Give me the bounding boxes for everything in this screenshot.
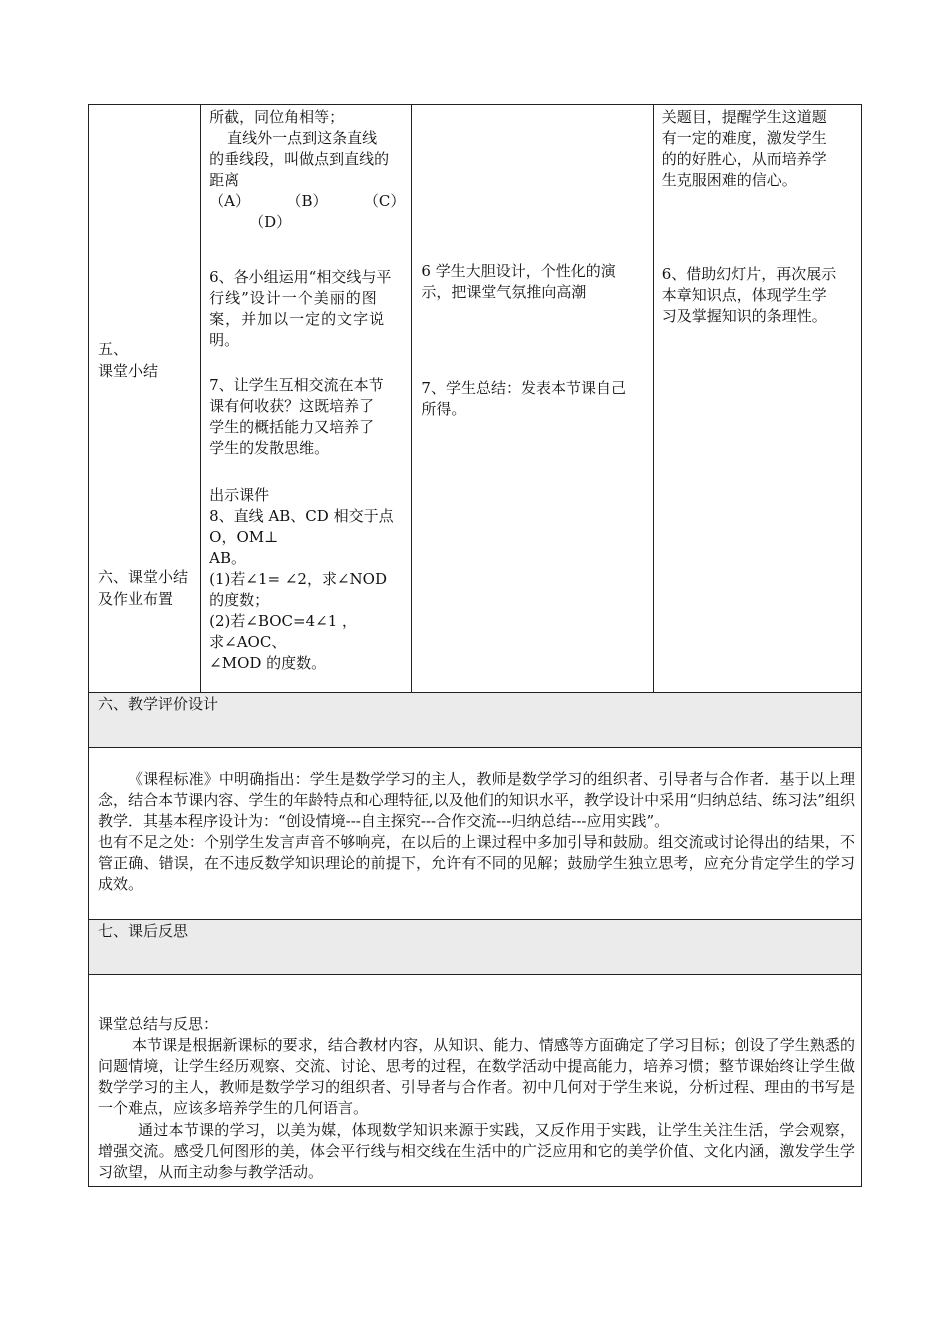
teacher-text: 的度数；	[209, 591, 270, 609]
reflection-paragraph: 通过本节课的学习，以美为媒，体现数学知识来源于实践，又反作用于实践，让学生关注生活，学会观察，增强交流。感受几何图形的美，体会平行线与相交线在生活中的广泛应用和它的美学价值、文化内涵，激发学生学习欲望，从而主动参与教学活动。	[98, 1121, 855, 1181]
intent-text: 6、借助幻灯片，再次展示	[661, 265, 837, 283]
stage-label: 六、课堂小结	[98, 568, 189, 586]
teacher-activity-cell	[201, 105, 412, 693]
teacher-text: 出示课件	[209, 486, 270, 504]
student-activity-cell	[412, 105, 653, 693]
option-row	[209, 191, 407, 212]
lesson-plan-sheet	[88, 104, 862, 1187]
teacher-text: 所截，同位角相等；	[209, 108, 345, 126]
teacher-text: 距离	[209, 171, 240, 189]
student-text: 7、学生总结：发表本节课自己	[421, 379, 626, 397]
student-text: 6 学生大胆设计，个性化的演	[421, 262, 616, 280]
section6-paragraph: 也有不足之处：个别学生发言声音不够响亮，在以后的上课过程中多加引导和鼓励。组交流或讨论得出的结果，不管正确、错误，在不违反数学知识理论的前提下，允许有不同的见解；鼓励学生独立思考，应充分肯定学生的学习成效。	[98, 833, 855, 893]
section7-body-row	[89, 975, 862, 1187]
stage-cell	[89, 105, 201, 693]
teacher-text: ∠MOD 的度数。	[209, 654, 327, 672]
teacher-text: 直线外一点到这条直线	[227, 129, 378, 147]
stage-label: 五、	[98, 340, 129, 358]
intent-text: 习及掌握知识的条理性。	[661, 307, 827, 325]
section6-body-row	[89, 748, 862, 920]
design-intent-cell	[653, 105, 861, 693]
teacher-text: O，OM⊥	[209, 528, 279, 546]
teacher-text: (1)若∠1= ∠2，求∠NOD	[209, 570, 387, 588]
section6-header-cell	[89, 693, 862, 748]
option-d: （D）	[249, 213, 292, 231]
lesson-plan-table	[88, 104, 862, 1187]
teacher-text: 学生的发散思维。	[209, 439, 330, 457]
intent-text: 关题目，提醒学生这道题	[661, 108, 827, 126]
section7-header-row	[89, 920, 862, 975]
reflection-heading: 课堂总结与反思：	[98, 1015, 219, 1033]
section6-header-row	[89, 693, 862, 748]
student-text: 示，把课堂气氛推向高潮	[421, 283, 587, 301]
teacher-text: 求∠AOC、	[209, 633, 287, 651]
section6-title: 六、教学评价设计	[98, 695, 219, 713]
option-c: （C）	[363, 192, 406, 210]
stage-label: 及作业布置	[98, 590, 174, 608]
intent-text: 本章知识点，体现学生学	[661, 286, 827, 304]
teacher-text: 课有何收获？这既培养了	[209, 397, 375, 415]
section7-title: 七、课后反思	[98, 922, 189, 940]
process-row	[89, 105, 862, 693]
reflection-paragraph: 本节课是根据新课标的要求，结合教材内容，从知识、能力、情感等方面确定了学习目标；创设了学生熟悉的问题情境，让学生经历观察、交流、讨论、思考的过程，在数学活动中提高能力，培养习惯；整节课始终让学生做数学学习的主人，教师是数学学习的组织者、引导者与合作者。初中几何对于学生来说，分析过程、理由的书写是一个难点，应该多培养学生的几何语言。	[98, 1036, 855, 1117]
section7-header-cell	[89, 920, 862, 975]
teacher-text: 明。	[209, 331, 240, 349]
stage-label: 课堂小结	[98, 362, 159, 380]
teacher-text: 7、让学生互相交流在本节	[209, 376, 384, 394]
teacher-text: 案，并加以一定的文字说	[209, 310, 386, 328]
option-a: （A）	[209, 192, 250, 210]
teacher-text: (2)若∠BOC=4∠1 ，	[209, 612, 358, 630]
teacher-text: 6、各小组运用“相交线与平	[209, 268, 392, 286]
teacher-text: AB。	[209, 549, 246, 567]
teacher-text: 的垂线段，叫做点到直线的	[209, 150, 390, 168]
section6-body-cell	[89, 748, 862, 920]
intent-text: 有一定的难度，激发学生	[661, 129, 827, 147]
intent-text: 生克服困难的信心。	[661, 171, 797, 189]
section7-body-cell	[89, 975, 862, 1187]
option-b: （B）	[286, 192, 328, 210]
student-text: 所得。	[421, 400, 467, 418]
teacher-text: 行线”设计一个美丽的图	[209, 289, 378, 307]
teacher-text: 8、直线 AB、CD 相交于点	[209, 507, 394, 525]
intent-text: 的的好胜心，从而培养学	[661, 150, 827, 168]
teacher-text: 学生的概括能力又培养了	[209, 418, 375, 436]
section6-paragraph: 《课程标准》中明确指出：学生是数学学习的主人，教师是数学学习的组织者、引导者与合作者．基于以上理念，结合本节课内容、学生的年龄特点和心理特征,以及他们的知识水平，教学设计中采用“归纳总结、练习法”组织教学．其基本程序设计为：“创设情境---自主探究---合作交流---归纳总结---应用实践”。	[98, 770, 855, 830]
